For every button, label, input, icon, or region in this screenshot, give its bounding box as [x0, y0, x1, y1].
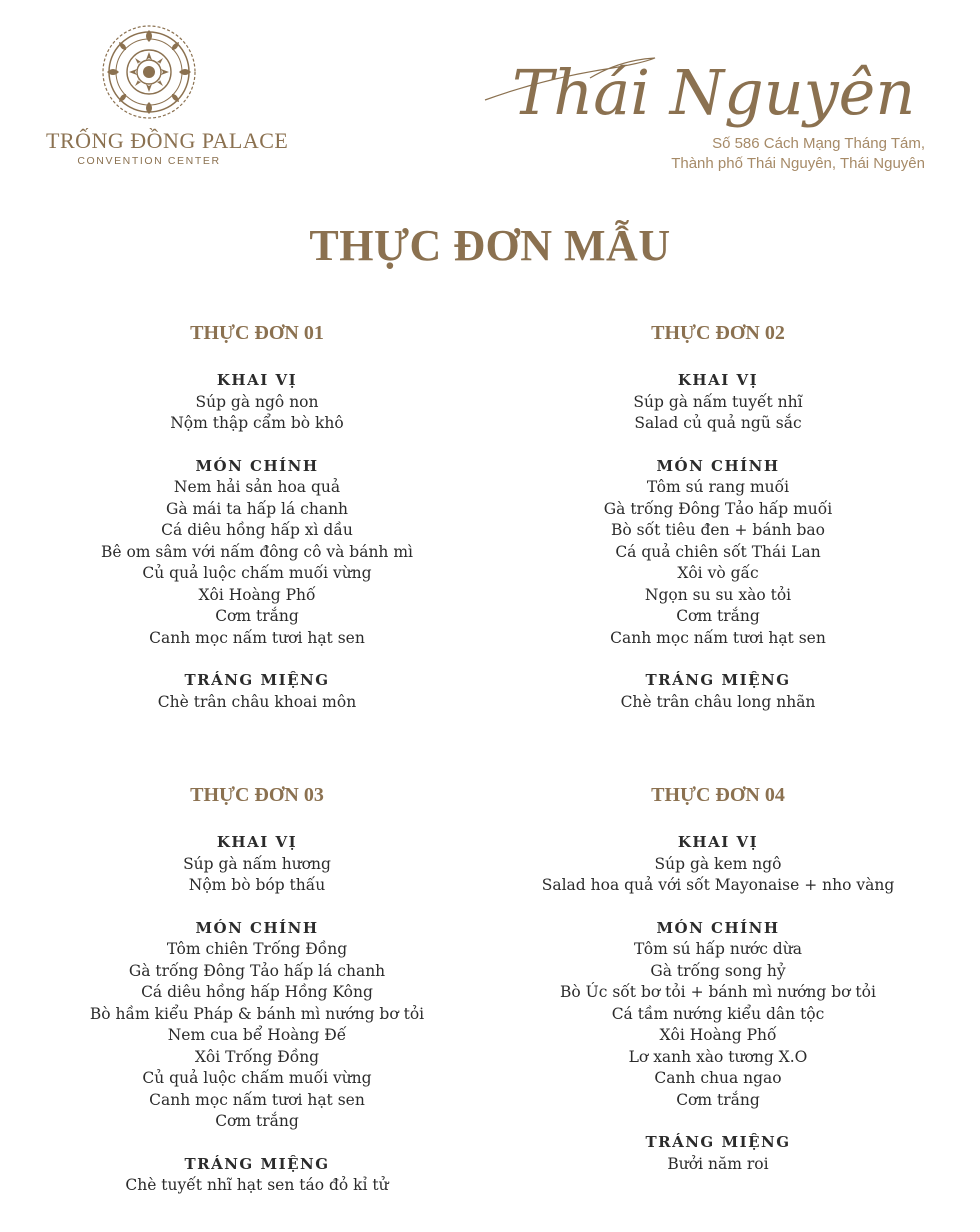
dish-item: Lơ xanh xào tương X.O	[628, 1047, 808, 1066]
city-script-heading	[480, 30, 930, 140]
venue-address	[671, 134, 925, 174]
menu-title: THỰC ĐƠN 04	[651, 784, 785, 806]
dish-item: Cá quả chiên sốt Thái Lan	[615, 542, 821, 561]
dish-item: Chè tuyết nhĩ hạt sen táo đỏ kỉ tử	[125, 1176, 389, 1194]
dish-item: Nộm bò bóp thấu	[188, 876, 326, 894]
menu-course	[488, 456, 948, 650]
course-title: TRÁNG MIỆNG	[645, 671, 791, 689]
course-title: KHAI VỊ	[216, 371, 298, 389]
dish-item: Súp gà ngô non	[195, 392, 319, 411]
page-header	[0, 0, 980, 190]
course-title: KHAI VỊ	[216, 833, 298, 851]
dish-item: Canh mọc nấm tươi hạt sen	[610, 628, 826, 647]
address-line-2: Thành phố Thái Nguyên, Thái Nguyên	[671, 155, 925, 172]
dish-item: Xôi Trống Đồng	[194, 1047, 320, 1066]
menu-course	[27, 456, 487, 650]
dish-item: Salad hoa quả với sốt Mayonaise + nho vàng	[541, 876, 895, 894]
dish-item: Canh chua ngao	[654, 1069, 782, 1087]
menu-course	[488, 832, 948, 897]
dish-item: Gà mái ta hấp lá chanh	[165, 499, 349, 518]
dish-item: Chè trân châu khoai môn	[157, 692, 357, 711]
dish-item: Gà trống song hỷ	[650, 961, 786, 980]
menu-title: THỰC ĐƠN 02	[651, 322, 785, 344]
menu-02	[488, 318, 948, 734]
dish-item: Bò Úc sốt bơ tỏi + bánh mì nướng bơ tỏi	[560, 983, 876, 1001]
dish-item: Bò hầm kiểu Pháp & bánh mì nướng bơ tỏi	[89, 1004, 425, 1023]
course-title: MÓN CHÍNH	[656, 918, 780, 937]
dish-item: Cá tầm nướng kiểu dân tộc	[611, 1004, 825, 1023]
dish-item: Cơm trắng	[215, 1112, 299, 1130]
venue-logo	[46, 22, 289, 167]
menu-course	[27, 370, 487, 435]
menu-01	[27, 318, 487, 734]
dish-item: Gà trống Đông Tảo hấp muối	[603, 499, 833, 518]
dish-item: Tôm sú rang muối	[646, 478, 790, 496]
menu-course	[488, 918, 948, 1112]
dish-item: Canh mọc nấm tươi hạt sen	[149, 628, 365, 647]
menu-course	[488, 670, 948, 713]
menu-03	[27, 780, 487, 1218]
dish-item: Củ quả luộc chấm muối vừng	[142, 564, 372, 582]
dish-item: Xôi Hoàng Phố	[198, 585, 316, 604]
dish-item: Cơm trắng	[215, 607, 299, 625]
dish-item: Bưởi năm roi	[667, 1154, 769, 1173]
dish-item: Nem hải sản hoa quả	[173, 478, 341, 496]
dish-item: Bò sốt tiêu đen + bánh bao	[611, 521, 825, 539]
menu-course	[27, 670, 487, 713]
course-title: TRÁNG MIỆNG	[645, 1133, 791, 1151]
menu-course	[27, 1154, 487, 1197]
dish-item: Cá diêu hồng hấp xì dầu	[161, 521, 353, 539]
dish-item: Súp gà kem ngô	[654, 854, 782, 873]
course-title: MÓN CHÍNH	[656, 456, 780, 475]
menu-course	[488, 370, 948, 435]
dish-item: Salad củ quả ngũ sắc	[634, 414, 802, 432]
dish-item: Cơm trắng	[676, 607, 760, 625]
city-script-text: Thái Nguyên	[512, 56, 916, 129]
venue-name: TRỐNG ĐỒNG PALACE	[46, 128, 289, 153]
dish-item: Bê om sâm với nấm đông cô và bánh mì	[100, 542, 413, 561]
menu-course	[488, 1132, 948, 1175]
course-title: TRÁNG MIỆNG	[184, 671, 330, 689]
dish-item: Xôi vò gấc	[677, 564, 759, 582]
dish-item: Xôi Hoàng Phố	[659, 1026, 777, 1044]
course-title: MÓN CHÍNH	[195, 918, 319, 937]
menu-course	[27, 832, 487, 897]
menu-04	[488, 780, 948, 1196]
dish-item: Nem cua bể Hoàng Đế	[167, 1026, 347, 1044]
address-line-1: Số 586 Cách Mạng Tháng Tám,	[712, 135, 925, 152]
dish-item: Canh mọc nấm tươi hạt sen	[149, 1090, 365, 1109]
course-title: KHAI VỊ	[677, 371, 759, 389]
menu-title: THỰC ĐƠN 01	[190, 322, 324, 344]
dish-item: Súp gà nấm tuyết nhĩ	[633, 392, 803, 411]
page-title: THỰC ĐƠN MẪU	[309, 221, 671, 270]
course-title: MÓN CHÍNH	[195, 456, 319, 475]
menu-title: THỰC ĐƠN 03	[190, 784, 324, 806]
venue-subtitle: CONVENTION CENTER	[77, 155, 221, 167]
bronze-drum-emblem-icon	[99, 22, 199, 122]
dish-item: Nộm thập cẩm bò khô	[170, 414, 344, 432]
dish-item: Cơm trắng	[676, 1090, 760, 1109]
dish-item: Gà trống Đông Tảo hấp lá chanh	[128, 961, 386, 980]
menu-course	[27, 918, 487, 1133]
dish-item: Củ quả luộc chấm muối vừng	[142, 1069, 372, 1087]
course-title: TRÁNG MIỆNG	[184, 1154, 330, 1173]
dish-item: Tôm chiên Trống Đồng	[166, 940, 348, 958]
dish-item: Súp gà nấm hương	[183, 854, 331, 873]
course-title: KHAI VỊ	[677, 833, 759, 851]
dish-item: Ngọn su su xào tỏi	[644, 585, 792, 604]
dish-item: Cá diêu hồng hấp Hồng Kông	[141, 983, 373, 1001]
dish-item: Tôm sú hấp nước dừa	[634, 940, 802, 958]
dish-item: Chè trân châu long nhãn	[620, 692, 816, 711]
